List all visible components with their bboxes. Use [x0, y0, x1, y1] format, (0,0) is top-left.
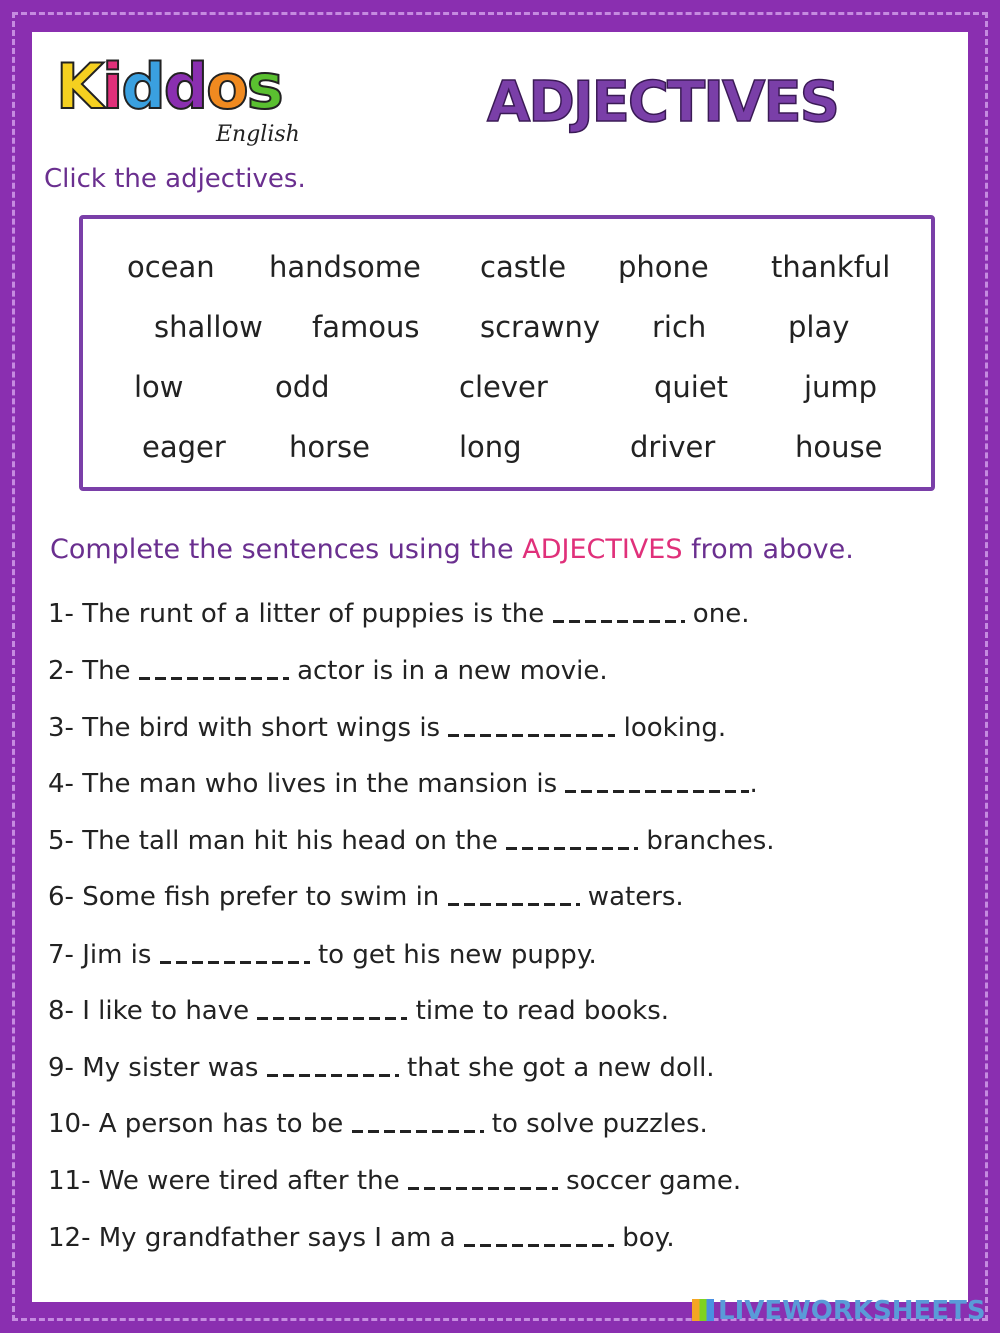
- word-option[interactable]: ocean: [127, 250, 215, 284]
- sentence-11: [48, 1166, 741, 1196]
- word-option[interactable]: low: [134, 370, 184, 404]
- instruction-complete: [50, 534, 854, 565]
- sentence-text: to solve puzzles.: [483, 1109, 708, 1139]
- word-option[interactable]: quiet: [654, 370, 729, 404]
- answer-blank[interactable]: [352, 1109, 484, 1139]
- sentence-10: [48, 1109, 708, 1139]
- sentence-text: 11- We were tired after the: [48, 1166, 408, 1196]
- word-option[interactable]: play: [788, 310, 850, 344]
- sentence-text: 7- Jim is: [48, 940, 160, 970]
- sentence-text: 10- A person has to be: [48, 1109, 352, 1139]
- word-option[interactable]: castle: [480, 250, 567, 284]
- word-option[interactable]: thankful: [771, 250, 891, 284]
- word-option[interactable]: clever: [459, 370, 548, 404]
- answer-blank[interactable]: [565, 769, 749, 799]
- sentence-text: one.: [684, 599, 750, 629]
- answer-blank[interactable]: [408, 1166, 558, 1196]
- liveworksheets-watermark: [692, 1296, 986, 1326]
- sentence-1: [48, 599, 749, 629]
- sentence-text: boy.: [613, 1223, 675, 1253]
- sentence-text: actor is in a new movie.: [288, 656, 608, 686]
- liveworksheets-logo-icon: [692, 1299, 714, 1321]
- sentence-text: 9- My sister was: [48, 1053, 267, 1083]
- word-option[interactable]: odd: [275, 370, 330, 404]
- sentence-text: 12- My grandfather says I am a: [48, 1223, 464, 1253]
- answer-blank[interactable]: [506, 826, 638, 856]
- answer-blank[interactable]: [448, 713, 615, 743]
- sentence-text: 3- The bird with short wings is: [48, 713, 449, 743]
- word-option[interactable]: eager: [142, 430, 226, 464]
- sentence-2: [48, 656, 608, 686]
- instruction-highlight: ADJECTIVES: [522, 534, 683, 565]
- sentence-text: soccer game.: [557, 1166, 742, 1196]
- sentence-text: that she got a new doll.: [398, 1053, 715, 1083]
- word-option[interactable]: famous: [312, 310, 420, 344]
- sentence-text: 1- The runt of a litter of puppies is the: [48, 599, 553, 629]
- word-option[interactable]: handsome: [269, 250, 421, 284]
- sentence-text: .: [749, 769, 758, 799]
- answer-blank[interactable]: [257, 996, 407, 1026]
- answer-blank[interactable]: [553, 599, 685, 629]
- word-option[interactable]: horse: [289, 430, 370, 464]
- instruction-complete-before: Complete the sentences using the: [50, 534, 523, 565]
- sentence-6: [48, 882, 684, 912]
- sentence-text: 8- I like to have: [48, 996, 258, 1026]
- word-option[interactable]: scrawny: [480, 310, 601, 344]
- sentence-3: [48, 713, 726, 743]
- sentence-text: 6- Some fish prefer to swim in: [48, 882, 448, 912]
- answer-blank[interactable]: [139, 656, 289, 686]
- sentence-text: branches.: [638, 826, 775, 856]
- word-option[interactable]: jump: [804, 370, 878, 404]
- sentence-text: 4- The man who lives in the mansion is: [48, 769, 566, 799]
- answer-blank[interactable]: [267, 1053, 399, 1083]
- word-option[interactable]: rich: [652, 310, 707, 344]
- word-option[interactable]: phone: [618, 250, 709, 284]
- instruction-complete-after: from above.: [682, 534, 854, 565]
- sentence-text: to get his new puppy.: [309, 940, 597, 970]
- sentence-text: 2- The: [48, 656, 139, 686]
- word-option[interactable]: shallow: [154, 310, 263, 344]
- sentence-4: [48, 769, 758, 799]
- word-option[interactable]: long: [459, 430, 522, 464]
- kiddos-english-logo: [56, 50, 306, 150]
- worksheet-page: [32, 32, 968, 1302]
- watermark-text: LIVEWORKSHEETS: [718, 1296, 986, 1326]
- answer-blank[interactable]: [464, 1223, 614, 1253]
- page-title: ADJECTIVES: [487, 70, 838, 135]
- sentence-text: 5- The tall man hit his head on the: [48, 826, 507, 856]
- answer-blank[interactable]: [448, 882, 580, 912]
- sentence-text: looking.: [615, 713, 727, 743]
- instruction-click: Click the adjectives.: [44, 164, 306, 194]
- sentence-9: [48, 1053, 715, 1083]
- sentence-5: [48, 826, 775, 856]
- sentence-text: waters.: [579, 882, 684, 912]
- logo-word: Kiddos: [56, 50, 282, 123]
- sentence-8: [48, 996, 669, 1026]
- sentence-12: [48, 1223, 675, 1253]
- sentence-text: time to read books.: [407, 996, 670, 1026]
- logo-subtitle: English: [216, 122, 300, 147]
- word-option[interactable]: driver: [630, 430, 716, 464]
- answer-blank[interactable]: [160, 940, 310, 970]
- word-option[interactable]: house: [795, 430, 883, 464]
- sentence-7: [48, 940, 597, 970]
